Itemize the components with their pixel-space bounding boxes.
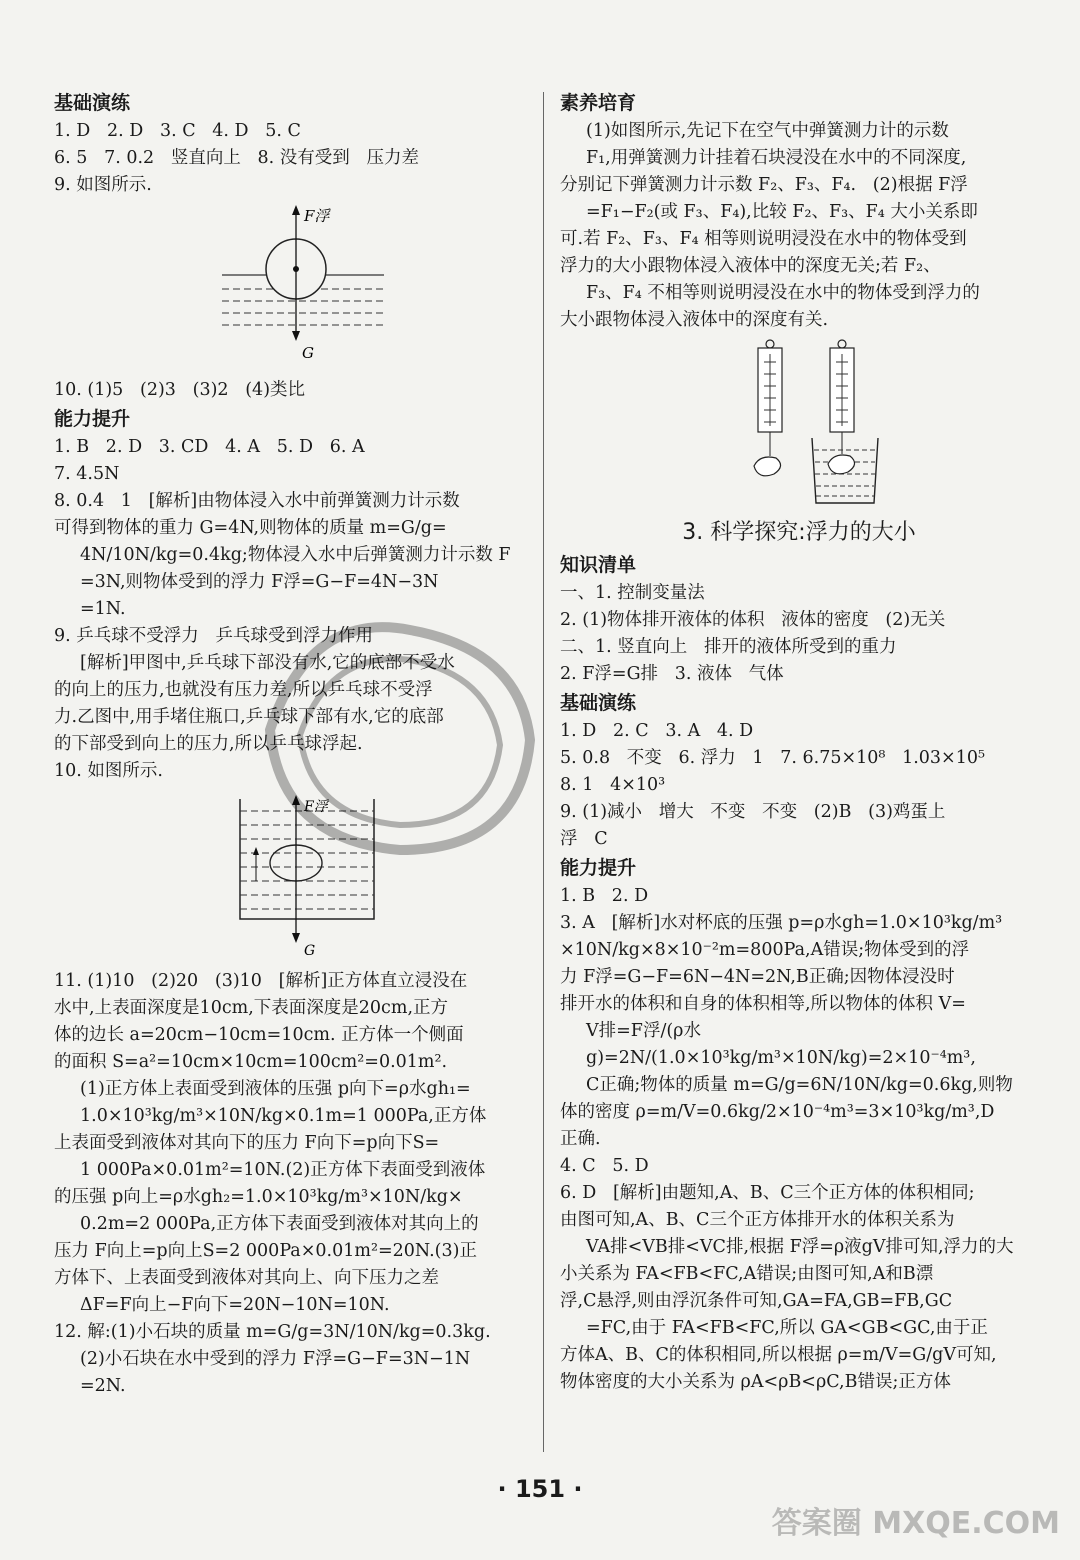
- figure-spring-scales: [560, 338, 1038, 513]
- text-line: 11. (1)10 (2)20 (3)10 [解析]正方体直立浸没在: [54, 971, 468, 991]
- text-line: 体的边长 a=20cm−10cm=10cm. 正方体一个侧面: [54, 1025, 464, 1045]
- text-line: ×10N/kg×8×10⁻²m=800Pa,A错误;物体受到的浮: [560, 940, 970, 960]
- text-line: ΔF=F向上−F向下=20N−10N=10N.: [80, 1295, 390, 1315]
- text-line: 的向上的压力,也就没有压力差,所以乒乓球不受浮: [54, 680, 433, 700]
- column-divider: [543, 92, 544, 1452]
- figure-floating-ball: [54, 203, 532, 373]
- text-line: 浮 C: [560, 829, 608, 849]
- text-line: =1N.: [80, 599, 126, 619]
- heading-knowledge: 知识清单: [560, 554, 637, 576]
- text-line: 浮,C悬浮,则由浮沉条件可知,GA=FA,GB=FB,GC: [560, 1291, 953, 1311]
- text-line: 1. B 2. D 3. CD 4. A 5. D 6. A: [54, 437, 365, 457]
- text-line: 可.若 F₂、F₃、F₄ 相等则说明浸没在水中的物体受到: [560, 229, 967, 249]
- text-line: =3N,则物体受到的浮力 F浮=G−F=4N−3N: [80, 572, 439, 592]
- text-line: 3. A [解析]水对杯底的压强 p=ρ水gh=1.0×10³kg/m³: [560, 913, 1003, 933]
- text-line: 2. F浮=G排 3. 液体 气体: [560, 664, 784, 684]
- page-number: · 151 ·: [497, 1475, 583, 1503]
- text-line: 9. 如图所示.: [54, 175, 152, 195]
- label-gravity-2: G: [304, 943, 316, 959]
- text-line: 小关系为 FA<FB<FC,A错误;由图可知,A和B漂: [560, 1264, 934, 1284]
- text-line: (2)小石块在水中受到的浮力 F浮=G−F=3N−1N: [80, 1349, 471, 1369]
- floating-ball-diagram: [214, 203, 394, 368]
- text-line: 的下部受到向上的压力,所以乒乓球浮起.: [54, 734, 363, 754]
- text-line: 4N/10N/kg=0.4kg;物体浸入水中后弹簧测力计示数 F: [80, 545, 511, 565]
- text-line: 浮力的大小跟物体浸入液体中的深度无关;若 F₂、: [560, 256, 941, 276]
- watermark-logo: 答案圈 MXQE.COM: [771, 1506, 1060, 1541]
- right-column: [560, 88, 1038, 1396]
- text-line: 0.2m=2 000Pa,正方体下表面受到液体对其向上的: [80, 1214, 479, 1234]
- text-line: 1. B 2. D: [560, 886, 649, 906]
- text-line: 9. (1)减小 增大 不变 不变 (2)B (3)鸡蛋上: [560, 802, 946, 822]
- heading-ability: 能力提升: [54, 408, 131, 430]
- text-line: [解析]甲图中,乒乓球下部没有水,它的底部不受水: [80, 653, 455, 673]
- text-line: =F₁−F₂(或 F₃、F₄),比较 F₂、F₃、F₄ 大小关系即: [586, 202, 978, 222]
- text-line: 5. 0.8 不变 6. 浮力 1 7. 6.75×10⁸ 1.03×10⁵: [560, 748, 986, 768]
- text-line: =FC,由于 FA<FB<FC,所以 GA<GB<GC,由于正: [586, 1318, 988, 1338]
- figure-container-ball: [54, 789, 532, 964]
- text-line: 力.乙图中,用手堵住瓶口,乒乓球下部有水,它的底部: [54, 707, 444, 727]
- text-line: 6. D [解析]由题知,A、B、C三个正方体的体积相同;: [560, 1183, 975, 1203]
- heading-ability-2: 能力提升: [560, 857, 637, 879]
- heading-basic-practice-2: 基础演练: [560, 692, 637, 714]
- container-ball-diagram: [234, 789, 384, 959]
- text-line: 物体密度的大小关系为 ρA<ρB<ρC,B错误;正方体: [560, 1372, 951, 1392]
- text-line: 1 000Pa×0.01m²=10N.(2)正方体下表面受到液体: [80, 1160, 486, 1180]
- text-line: F₃、F₄ 不相等则说明浸没在水中的物体受到浮力的: [586, 283, 980, 303]
- text-line: 压力 F向上=p向上S=2 000Pa×0.01m²=20N.(3)正: [54, 1241, 477, 1261]
- text-line: 1. D 2. D 3. C 4. D 5. C: [54, 121, 301, 141]
- label-buoyancy: F浮: [304, 207, 330, 225]
- text-line: (1)如图所示,先记下在空气中弹簧测力计的示数: [586, 121, 949, 141]
- text-line: 4. C 5. D: [560, 1156, 649, 1176]
- text-line: 排开水的体积和自身的体积相等,所以物体的体积 V=: [560, 994, 966, 1014]
- text-line: C正确;物体的质量 m=G/g=6N/10N/kg=0.6kg,则物: [586, 1075, 1013, 1095]
- section-title: 3. 科学探究:浮力的大小: [682, 520, 916, 545]
- text-line: 正确.: [560, 1129, 601, 1149]
- text-line: 水中,上表面深度是10cm,下表面深度是20cm,正方: [54, 998, 449, 1018]
- label-buoyancy-2: F浮: [304, 799, 328, 815]
- text-line: 上表面受到液体对其向下的压力 F向下=p向下S=: [54, 1133, 440, 1153]
- text-line: 方体A、B、C的体积相同,所以根据 ρ=m/V=G/gV可知,: [560, 1345, 997, 1365]
- text-line: 的压强 p向上=ρ水gh₂=1.0×10³kg/m³×10N/kg×: [54, 1187, 463, 1207]
- text-line: (1)正方体上表面受到液体的压强 p向下=ρ水gh₁=: [80, 1079, 471, 1099]
- answer-10: 10. (1)5 (2)3 (3)2 (4)类比: [54, 380, 306, 400]
- text-line: 10. 如图所示.: [54, 761, 163, 781]
- text-line: V排=F浮/(ρ水g)=2N/(1.0×10³kg/m³×10N/kg)=2×10⁻⁴m³,: [586, 1021, 976, 1068]
- text-line: 2. (1)物体排开液体的体积 液体的密度 (2)无关: [560, 610, 946, 630]
- text-line: 9. 乒乓球不受浮力 乒乓球受到浮力作用: [54, 626, 373, 646]
- text-line: 一、1. 控制变量法: [560, 583, 705, 603]
- heading-cultivation: 素养培育: [560, 92, 637, 114]
- text-line: 7. 4.5N: [54, 464, 120, 484]
- text-line: F₁,用弹簧测力计挂着石块浸没在水中的不同深度,: [586, 148, 967, 168]
- text-line: 分别记下弹簧测力计示数 F₂、F₃、F₄. (2)根据 F浮: [560, 175, 968, 195]
- text-line: =2N.: [80, 1376, 126, 1396]
- text-line: 二、1. 竖直向上 排开的液体所受到的重力: [560, 637, 897, 657]
- text-line: 体的密度 ρ=m/V=0.6kg/2×10⁻⁴m³=3×10³kg/m³,D: [560, 1102, 995, 1122]
- text-line: 大小跟物体浸入液体中的深度有关.: [560, 310, 829, 330]
- text-line: 的面积 S=a²=10cm×10cm=100cm²=0.01m².: [54, 1052, 448, 1072]
- text-line: 1. D 2. C 3. A 4. D: [560, 721, 754, 741]
- text-line: 方体下、上表面受到液体对其向上、向下压力之差: [54, 1268, 439, 1288]
- heading-basic-practice: 基础演练: [54, 92, 131, 114]
- text-line: 力 F浮=G−F=6N−4N=2N,B正确;因物体浸没时: [560, 967, 955, 987]
- label-gravity: G: [302, 344, 314, 362]
- text-line: 8. 0.4 1 [解析]由物体浸入水中前弹簧测力计示数: [54, 491, 460, 511]
- left-column: [54, 88, 532, 1400]
- text-line: 12. 解:(1)小石块的质量 m=G/g=3N/10N/kg=0.3kg.: [54, 1322, 491, 1342]
- text-line: 可得到物体的重力 G=4N,则物体的质量 m=G/g=: [54, 518, 447, 538]
- text-line: 6. 5 7. 0.2 竖直向上 8. 没有受到 压力差: [54, 148, 419, 168]
- spring-scale-diagram: [740, 338, 940, 508]
- text-line: 8. 1 4×10³: [560, 775, 666, 795]
- text-line: VA排<VB排<VC排,根据 F浮=ρ液gV排可知,浮力的大: [586, 1237, 1014, 1257]
- text-line: 由图可知,A、B、C三个正方体排开水的体积关系为: [560, 1210, 955, 1230]
- text-line: 1.0×10³kg/m³×10N/kg×0.1m=1 000Pa,正方体: [80, 1106, 487, 1126]
